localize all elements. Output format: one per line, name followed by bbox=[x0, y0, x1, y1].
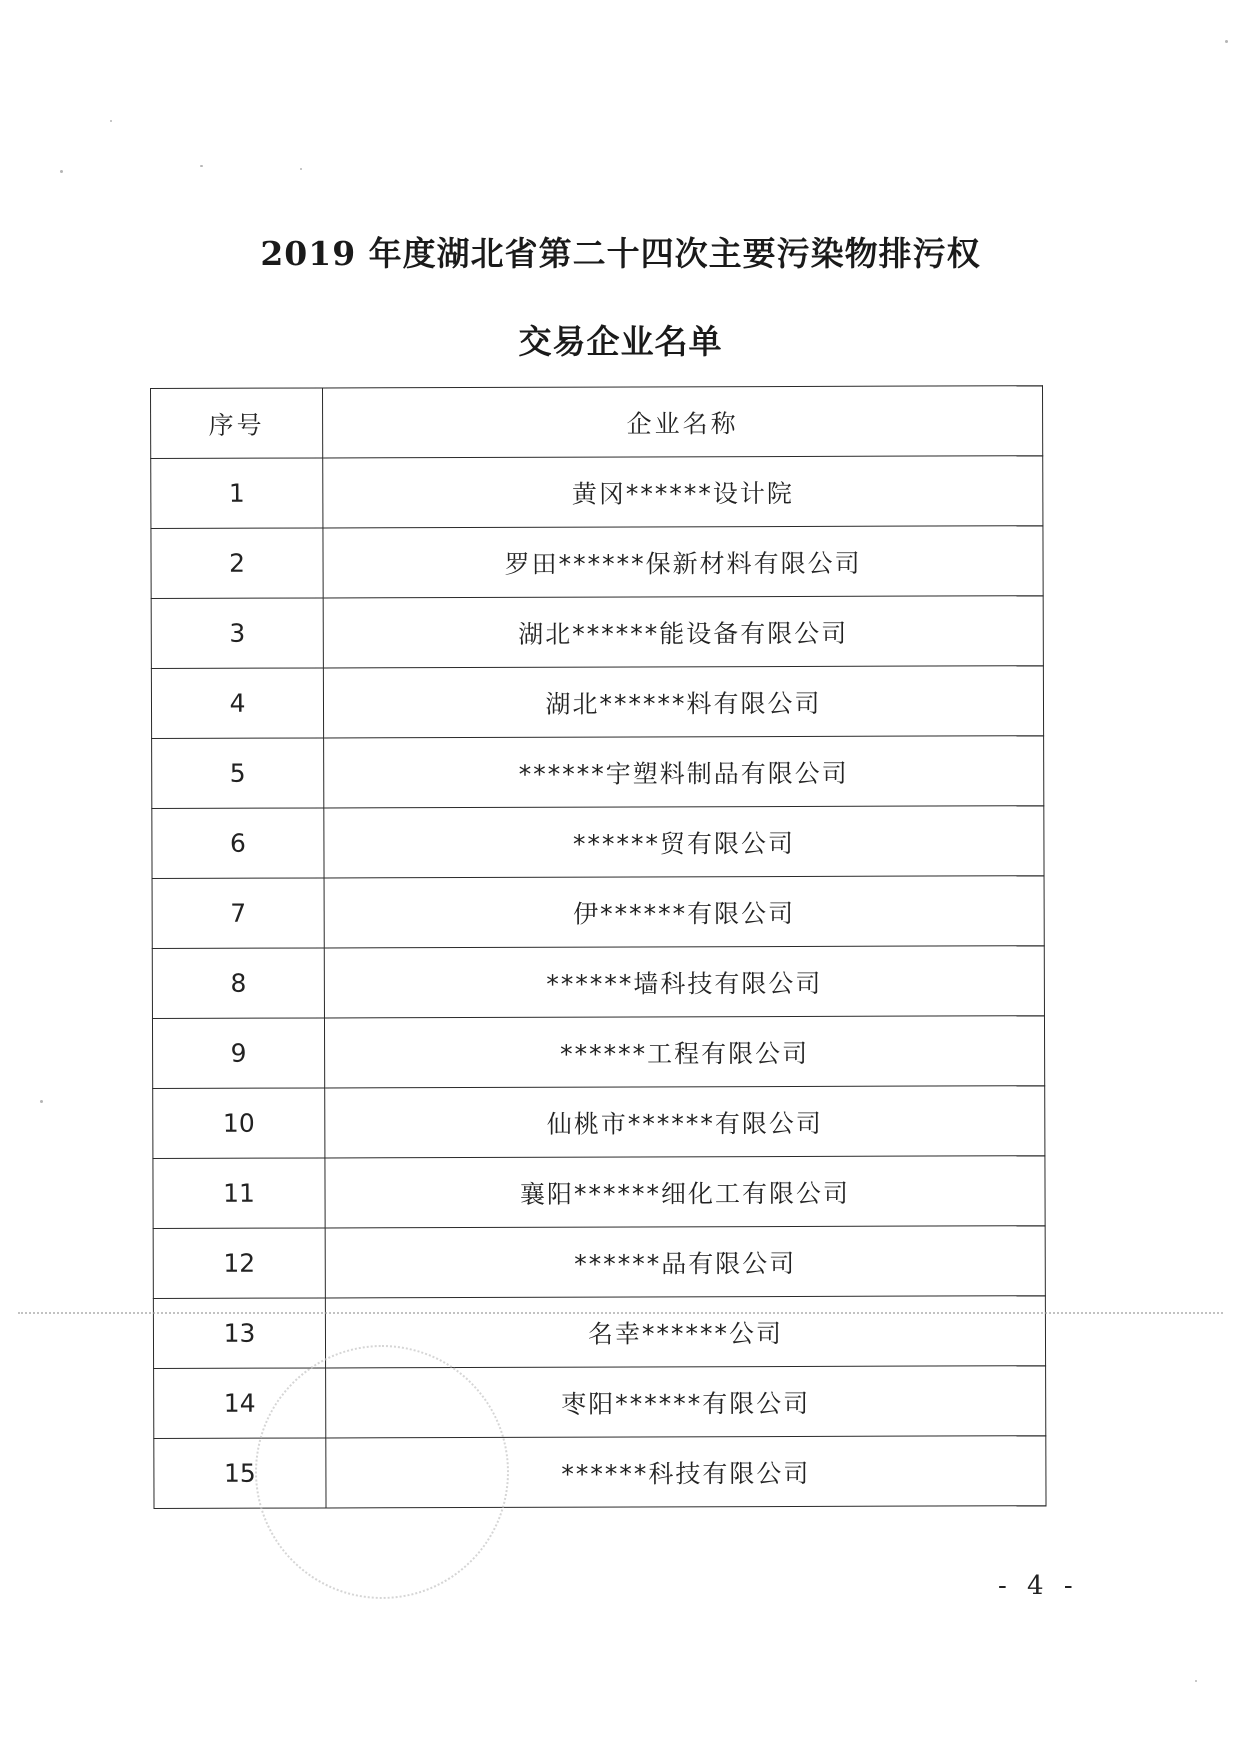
row-enterprise-name: ******工程有限公司 bbox=[324, 1016, 1044, 1088]
table-row bbox=[151, 596, 1043, 669]
scan-speck bbox=[300, 168, 302, 170]
row-index: 14 bbox=[154, 1368, 326, 1439]
scan-speck bbox=[60, 170, 63, 173]
row-index: 6 bbox=[152, 808, 324, 879]
scan-speck bbox=[110, 120, 112, 122]
faint-stamp-impression bbox=[255, 1345, 509, 1599]
table-row bbox=[153, 1226, 1045, 1299]
row-index: 8 bbox=[152, 948, 324, 1019]
row-index: 3 bbox=[151, 598, 323, 669]
row-index: 7 bbox=[152, 878, 324, 949]
row-enterprise-name: ******科技有限公司 bbox=[326, 1436, 1046, 1508]
scan-speck bbox=[1225, 40, 1228, 43]
row-enterprise-name: 湖北******料有限公司 bbox=[323, 666, 1043, 738]
row-index: 13 bbox=[153, 1298, 325, 1369]
row-enterprise-name: 仙桃市******有限公司 bbox=[325, 1086, 1045, 1158]
page-number: - 4 - bbox=[998, 1571, 1079, 1601]
row-enterprise-name: ******墙科技有限公司 bbox=[324, 946, 1044, 1018]
row-index: 4 bbox=[151, 668, 323, 739]
table-row bbox=[153, 1156, 1045, 1229]
table-row bbox=[152, 806, 1044, 879]
row-enterprise-name: 黄冈******设计院 bbox=[323, 456, 1043, 528]
row-index: 2 bbox=[151, 528, 323, 599]
table-row bbox=[152, 1016, 1044, 1089]
scan-speck bbox=[1195, 1680, 1197, 1682]
scan-speck bbox=[200, 165, 203, 167]
row-enterprise-name: 枣阳******有限公司 bbox=[326, 1366, 1046, 1438]
table-header-row bbox=[151, 386, 1043, 459]
document-title-line-2: 交易企业名单 bbox=[518, 322, 723, 361]
row-enterprise-name: 名幸******公司 bbox=[325, 1296, 1045, 1368]
table-row bbox=[152, 946, 1044, 1019]
header-index: 序号 bbox=[151, 388, 323, 459]
row-enterprise-name: ******贸有限公司 bbox=[324, 806, 1044, 878]
table-row bbox=[151, 666, 1043, 739]
table-row bbox=[151, 526, 1043, 599]
row-index: 5 bbox=[152, 738, 324, 809]
row-enterprise-name: 湖北******能设备有限公司 bbox=[323, 596, 1043, 668]
enterprise-table bbox=[150, 385, 1047, 1509]
row-enterprise-name: ******宇塑料制品有限公司 bbox=[324, 736, 1044, 808]
row-enterprise-name: 伊******有限公司 bbox=[324, 876, 1044, 948]
row-index: 10 bbox=[153, 1088, 325, 1159]
table-row bbox=[153, 1296, 1045, 1369]
row-enterprise-name: 襄阳******细化工有限公司 bbox=[325, 1156, 1045, 1228]
row-index: 15 bbox=[154, 1438, 326, 1509]
header-enterprise-name: 企业名称 bbox=[323, 386, 1043, 458]
scan-speck bbox=[40, 1100, 43, 1103]
table-row bbox=[152, 876, 1044, 949]
row-enterprise-name: ******品有限公司 bbox=[325, 1226, 1045, 1298]
table-row bbox=[152, 736, 1044, 809]
scan-fold-line bbox=[18, 1312, 1223, 1314]
table-row bbox=[151, 456, 1043, 529]
row-index: 1 bbox=[151, 458, 323, 529]
table-row bbox=[153, 1086, 1045, 1159]
row-index: 9 bbox=[152, 1018, 324, 1089]
row-index: 12 bbox=[153, 1228, 325, 1299]
document-title-line-1: 2019 年度湖北省第二十四次主要污染物排污权 bbox=[260, 234, 981, 273]
row-enterprise-name: 罗田******保新材料有限公司 bbox=[323, 526, 1043, 598]
row-index: 11 bbox=[153, 1158, 325, 1229]
